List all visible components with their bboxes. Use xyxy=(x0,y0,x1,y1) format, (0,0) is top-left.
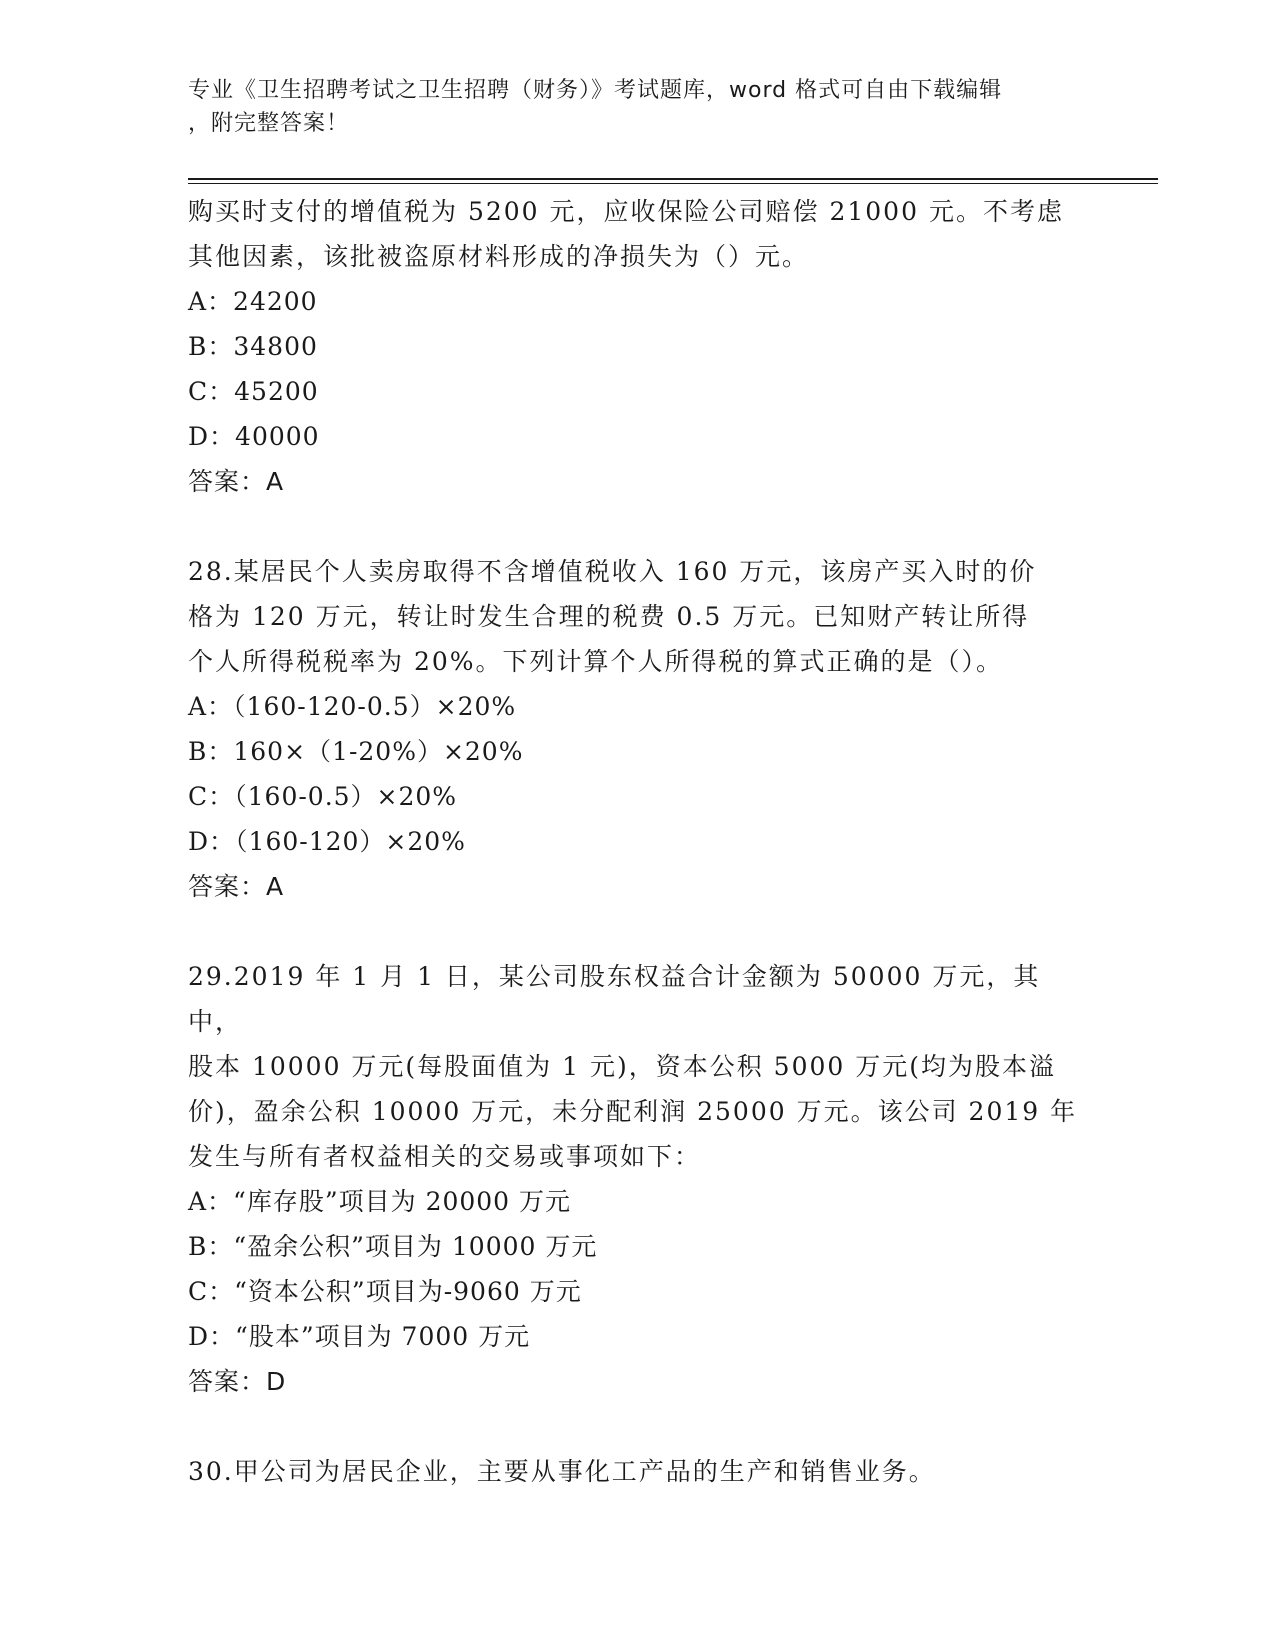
question-stem-line: 股本 10000 万元(每股面值为 1 元)，资本公积 5000 万元(均为股本溢 xyxy=(188,1052,1057,1081)
option-c: C：“资本公积”项目为-9060 万元 xyxy=(188,1277,582,1306)
question-stem-line: 格为 120 万元，转让时发生合理的税费 0.5 万元。已知财产转让所得 xyxy=(188,602,1030,631)
option-d: D：（160-120）×20% xyxy=(188,827,466,856)
question-content xyxy=(188,189,1088,1494)
option-b: B：“盈余公积”项目为 10000 万元 xyxy=(188,1232,598,1261)
question-stem-line: 购买时支付的增值税为 5200 元，应收保险公司赔偿 21000 元。不考虑 xyxy=(188,197,1064,226)
option-a: A：24200 xyxy=(188,287,318,316)
question-27 xyxy=(188,189,1088,504)
question-stem-line: 30.甲公司为居民企业，主要从事化工产品的生产和销售业务。 xyxy=(188,1457,936,1486)
option-b: B：34800 xyxy=(188,332,318,361)
question-stem-line: 发生与所有者权益相关的交易或事项如下： xyxy=(188,1142,702,1171)
option-c: C：45200 xyxy=(188,377,319,406)
option-a: A：“库存股”项目为 20000 万元 xyxy=(188,1187,572,1216)
question-stem-line: 个人所得税税率为 20%。下列计算个人所得税的算式正确的是（）。 xyxy=(188,647,1004,676)
option-d: D：40000 xyxy=(188,422,320,451)
option-d: D：“股本”项目为 7000 万元 xyxy=(188,1322,531,1351)
header-line-1: 专业《卫生招聘考试之卫生招聘（财务）》考试题库，word 格式可自由下载编辑 xyxy=(188,78,1003,103)
question-spacer xyxy=(188,909,1088,954)
header-line-2: ，附完整答案！ xyxy=(188,111,350,136)
question-spacer xyxy=(188,504,1088,549)
option-c: C：（160-0.5）×20% xyxy=(188,782,458,811)
option-a: A：（160-120-0.5）×20% xyxy=(188,692,517,721)
answer-line: 答案：D xyxy=(188,1367,287,1396)
header-divider-thick xyxy=(188,178,1158,180)
answer-line: 答案：A xyxy=(188,467,285,496)
question-stem-line: 价)，盈余公积 10000 万元，未分配利润 25000 万元。该公司 2019 年 xyxy=(188,1097,1078,1126)
question-29 xyxy=(188,954,1088,1404)
header-divider-thin xyxy=(188,183,1158,184)
document-header xyxy=(188,74,1068,140)
question-stem-line: 其他因素，该批被盗原材料形成的净损失为（）元。 xyxy=(188,242,810,271)
question-stem-line: 29.2019 年 1 月 1 日，某公司股东权益合计金额为 50000 万元，其中， xyxy=(188,962,1041,1036)
option-b: B：160×（1-20%）×20% xyxy=(188,737,524,766)
question-30 xyxy=(188,1449,1088,1494)
question-28 xyxy=(188,549,1088,909)
answer-line: 答案：A xyxy=(188,872,285,901)
question-spacer xyxy=(188,1404,1088,1449)
question-stem-line: 28.某居民个人卖房取得不含增值税收入 160 万元，该房产买入时的价 xyxy=(188,557,1037,586)
